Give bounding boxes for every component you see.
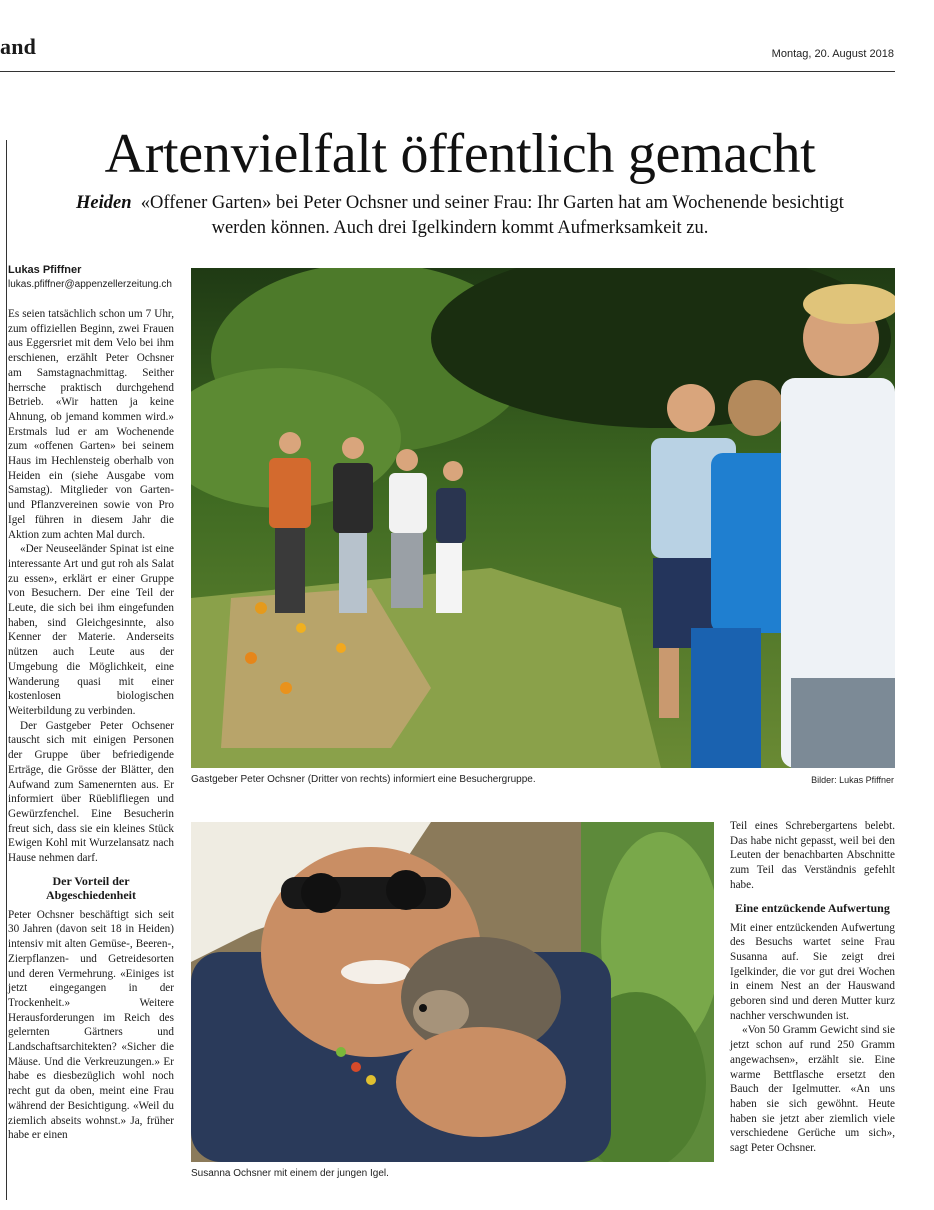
lead-text: «Offener Garten» bei Peter Ochsner und seiner Frau: Ihr Garten hat am Wochenende besichtigt werden können. Auch drei Igelkindern kommt Aufmerksamkeit zu. xyxy=(140,193,844,238)
garden-photo-image xyxy=(191,268,895,768)
article-lead xyxy=(60,191,860,241)
photo1-caption: Gastgeber Peter Ochsner (Dritter von rechts) informiert eine Besuchergruppe. xyxy=(191,774,536,785)
author-name: Lukas Pfiffner xyxy=(8,264,82,276)
lead-location: Heiden xyxy=(76,193,132,213)
subheading: Eine entzückende Aufwertung xyxy=(735,900,890,915)
article-headline: Artenvielfalt öffentlich gemacht xyxy=(104,123,816,185)
article-column-3 xyxy=(730,819,895,1156)
garden-photo xyxy=(191,268,895,768)
hedgehog-photo-image xyxy=(191,822,714,1162)
paragraph: «Der Neuseeländer Spinat ist eine interessante Art und gut roh als Salat zu essen», erklärt er einer Gruppe von Besuchern. Der eine Teil der Leute, die sich bei ihm eingefunden haben, sind Gleichgesinnte, also Kenner der Materie. Anderseits nützen auch Leute aus der Umgebung die Möglichkeit, eine Wanderung quasi mit einer kostenlosen biologischen Weiterbildung zu verbinden. xyxy=(8,543,174,717)
column-rule xyxy=(6,140,7,1200)
photo2-caption: Susanna Ochsner mit einem der jungen Igel. xyxy=(191,1168,389,1179)
paragraph: «Von 50 Gramm Gewicht sind sie jetzt schon auf rund 250 Gramm angewachsen», erzählt sie. Eine warme Bettflasche ersetzt den Bauch der Igelmutter. «An uns haben sie sich gewöhnt. Heute haben sie jetzt aber ziemlich viele verschiedene Gerüche um sich», sagt Peter Ochsner. xyxy=(730,1024,895,1155)
issue-date: Montag, 20. August 2018 xyxy=(771,48,894,60)
paragraph: Teil eines Schrebergartens belebt. Das habe nicht gepasst, weil bei den Leuten der benachbarten Abschnitte zum Teil das Verständnis gefehlt habe. xyxy=(730,820,895,891)
photo-credit: Bilder: Lukas Pfiffner xyxy=(811,775,894,785)
section-label: and xyxy=(0,34,37,59)
subheading: Der Vorteil der Abgeschiedenheit xyxy=(46,873,136,902)
author-email[interactable]: lukas.pfiffner@appenzellerzeitung.ch xyxy=(8,279,172,290)
hedgehog-photo xyxy=(191,822,714,1162)
article-column-1 xyxy=(8,307,174,1143)
header-rule xyxy=(0,71,895,72)
paragraph: Es seien tatsächlich schon um 7 Uhr, zum offiziellen Beginn, zwei Frauen aus Eggersriet mit dem Velo bei ihm erschienen, erzählt Peter Ochsner am Samstagnachmittag. Seither herrsche praktisch durchgehend Betrieb. «Wir hatten ja keine Ahnung, ob jemand kommen wird.» Erstmals lud er am Wochenende zum «offenen Garten» bei seinem Haus im Hechlensteig oberhalb von Heiden ein (siehe Ausgabe vom Samstag). Mitglieder von Garten- und Pflanzvereinen sowie von Pro Igel führen in diesem Jahr die Aktion zum achten Mal durch. xyxy=(8,308,174,541)
paragraph: Der Gastgeber Peter Ochsener tauscht sich mit einigen Personen der Gruppe über befriedigende Erträge, die Grösse der Blätter, den Aufwand zum Samenernten aus. Er informiert über Rüeblifliegen und Gewürzfenchel. Eine Besucherin freut sich, dass sie ein kleines Stück Ewigen Kohl mit Wurzelansatz nach Hause nehmen darf. xyxy=(8,719,174,865)
paragraph: Mit einer entzückenden Aufwertung des Besuchs wartet seine Frau Susanna auf. Sie zeigt drei Igelkinder, die vor gut drei Wochen in einem Nest an der Hauswand geboren sind und deren Mutter kurz nachher verschwunden ist. xyxy=(730,921,895,1022)
paragraph: Peter Ochsner beschäftigt sich seit 30 Jahren (davon seit 18 in Heiden) intensiv mit alten Gemüse-, Beeren-, Zierpflanzen- und Getreidesorten und deren Vermehrung. «Einiges ist jetzt eingegangen in der Trockenheit.» Weitere Herausforderungen im Reich des gelernten Gärtners und Landschaftsarchitekten? «Sicher die Mäuse. Und die Verkreuzungen.» Er habe es diesbezüglich wohl noch recht gut da oben, meint eine Frau während der Besichtigung. «Weil du ziemlich abseits wohnst.» Ja, früher habe er einen xyxy=(8,908,174,1142)
